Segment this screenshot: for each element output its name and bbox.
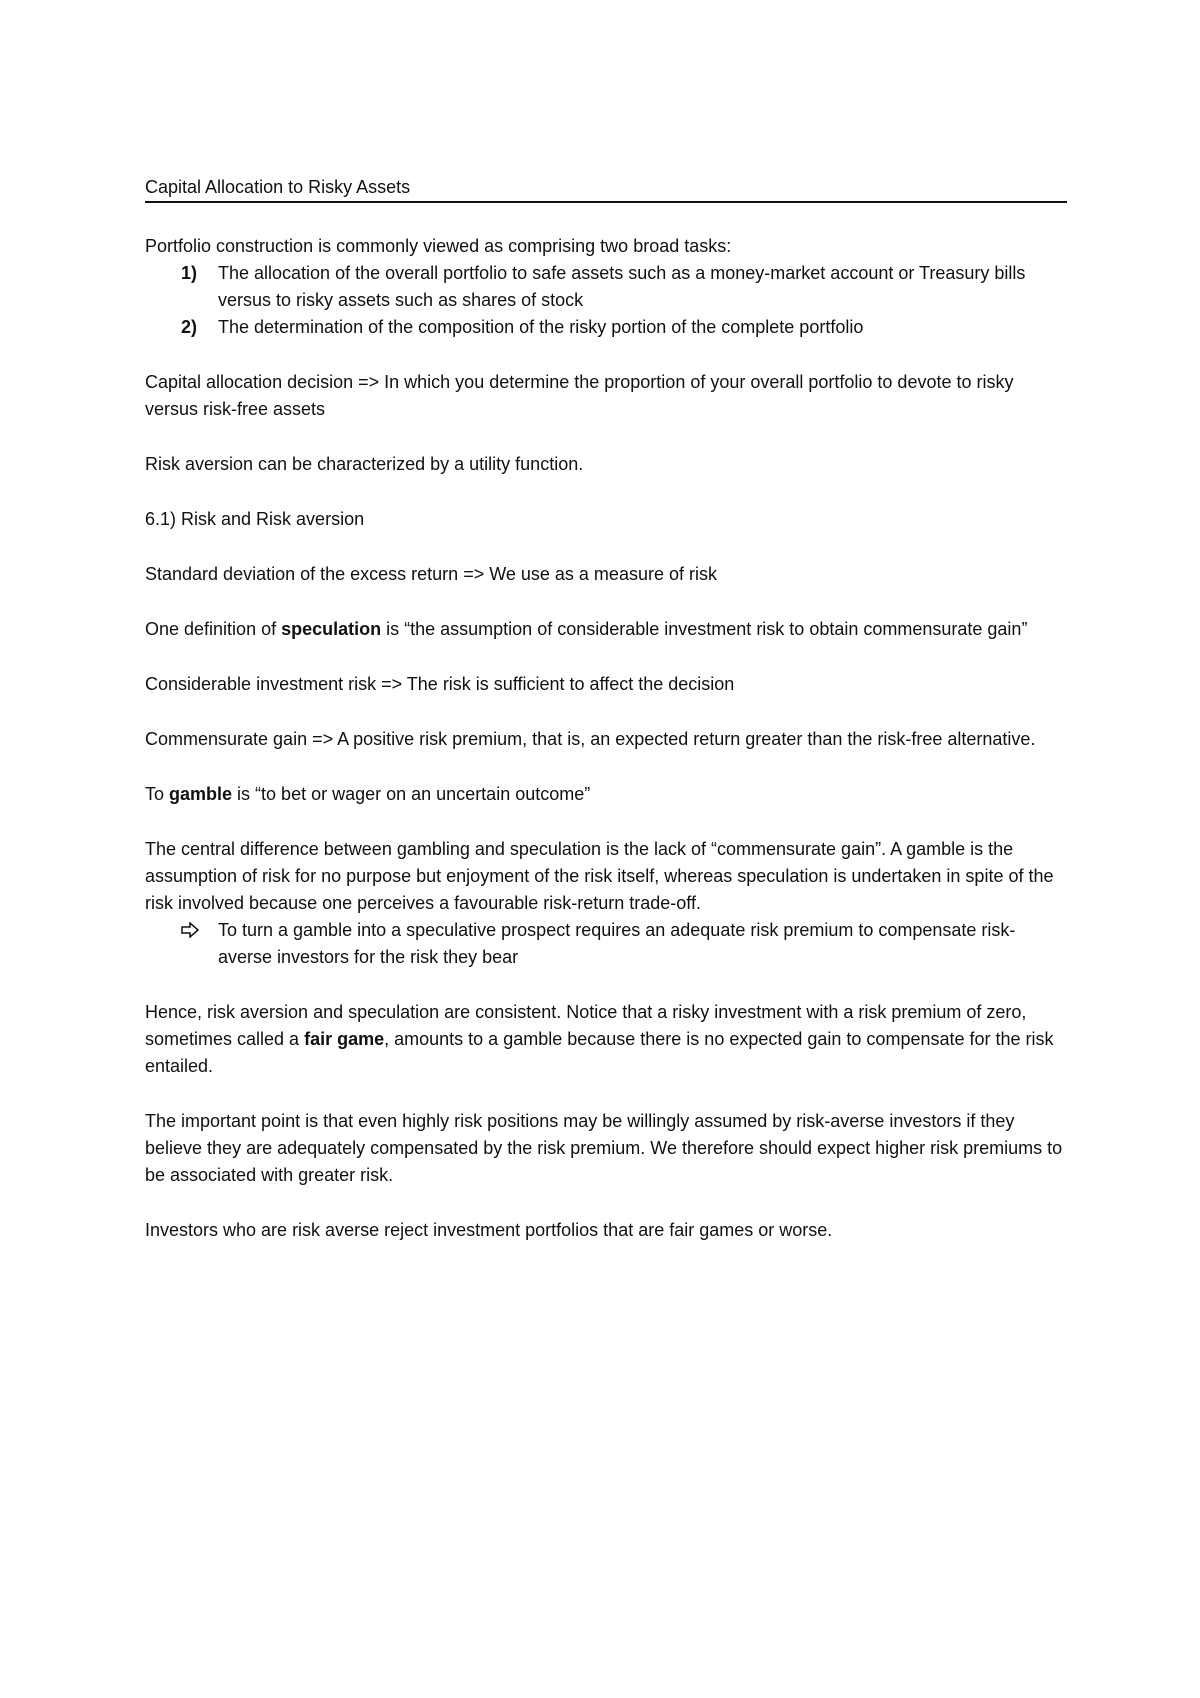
list-item bbox=[145, 260, 1065, 314]
list-item bbox=[145, 314, 1065, 341]
commensurate-paragraph: Commensurate gain => A positive risk premium, that is, an expected return greater than the risk-free alternative. bbox=[145, 729, 1036, 749]
intro-paragraph: Portfolio construction is commonly viewed as comprising two broad tasks: bbox=[145, 236, 732, 256]
considerable-paragraph: Considerable investment risk => The risk is sufficient to affect the decision bbox=[145, 674, 735, 694]
hence-text-after: , amounts to a gamble because there is no expected gain to compensate for the risk entailed. bbox=[145, 1029, 1054, 1076]
important-paragraph: The important point is that even highly risk positions may be willingly assumed by risk-averse investors if they believe they are adequately compensated by the risk premium. We therefore should expect higher risk premiums to be associated with greater risk. bbox=[145, 1111, 1063, 1185]
investors-paragraph: Investors who are risk averse reject investment portfolios that are fair games or worse. bbox=[145, 1220, 833, 1240]
speculation-term: speculation bbox=[281, 619, 382, 639]
gamble-text-before: To bbox=[145, 784, 170, 804]
fair-game-term: fair game bbox=[304, 1029, 385, 1049]
tasks-list bbox=[145, 260, 1065, 341]
list-item-text: The determination of the composition of the risky portion of the complete portfolio bbox=[218, 317, 864, 337]
std-dev-paragraph: Standard deviation of the excess return => We use as a measure of risk bbox=[145, 564, 717, 584]
speculation-text-after: is “the assumption of considerable investment risk to obtain commensurate gain” bbox=[381, 619, 1028, 639]
gamble-text-after: is “to bet or wager on an uncertain outcome” bbox=[232, 784, 591, 804]
difference-paragraph: The central difference between gambling and speculation is the lack of “commensurate gain”. A gamble is the assumption of risk for no purpose but enjoyment of the risk itself, whereas speculation is undertaken in spite of the risk involved because one perceives a favourable risk-return trade-off. bbox=[145, 839, 1054, 913]
capital-allocation-paragraph: Capital allocation decision => In which you determine the proportion of your overall portfolio to devote to risky versus risk-free assets bbox=[145, 372, 1014, 419]
arrow-right-outline-icon bbox=[181, 917, 199, 944]
arrow-list bbox=[145, 917, 1065, 971]
document-title: Capital Allocation to Risky Assets bbox=[145, 177, 411, 197]
utility-paragraph: Risk aversion can be characterized by a utility function. bbox=[145, 454, 584, 474]
hence-paragraph bbox=[145, 999, 1065, 1080]
section-heading: 6.1) Risk and Risk aversion bbox=[145, 509, 365, 529]
list-item bbox=[145, 917, 1065, 971]
list-number: 2) bbox=[181, 317, 198, 337]
hence-text-before: Hence, risk aversion and speculation are consistent. Notice that a risky investment with a risk premium of zero, sometimes called a bbox=[145, 1002, 1027, 1049]
arrow-point-text: To turn a gamble into a speculative prospect requires an adequate risk premium to compensate risk-averse investors for the risk they bear bbox=[218, 920, 1016, 967]
gamble-term: gamble bbox=[169, 784, 233, 804]
title-underline bbox=[145, 201, 1067, 203]
speculation-paragraph bbox=[145, 616, 1065, 643]
gamble-paragraph bbox=[145, 781, 1065, 808]
speculation-text-before: One definition of bbox=[145, 619, 282, 639]
document-body bbox=[145, 174, 1065, 1272]
list-item-text: The allocation of the overall portfolio to safe assets such as a money-market account or Treasury bills versus to risky assets such as shares of stock bbox=[218, 263, 1026, 310]
list-number: 1) bbox=[181, 263, 198, 283]
